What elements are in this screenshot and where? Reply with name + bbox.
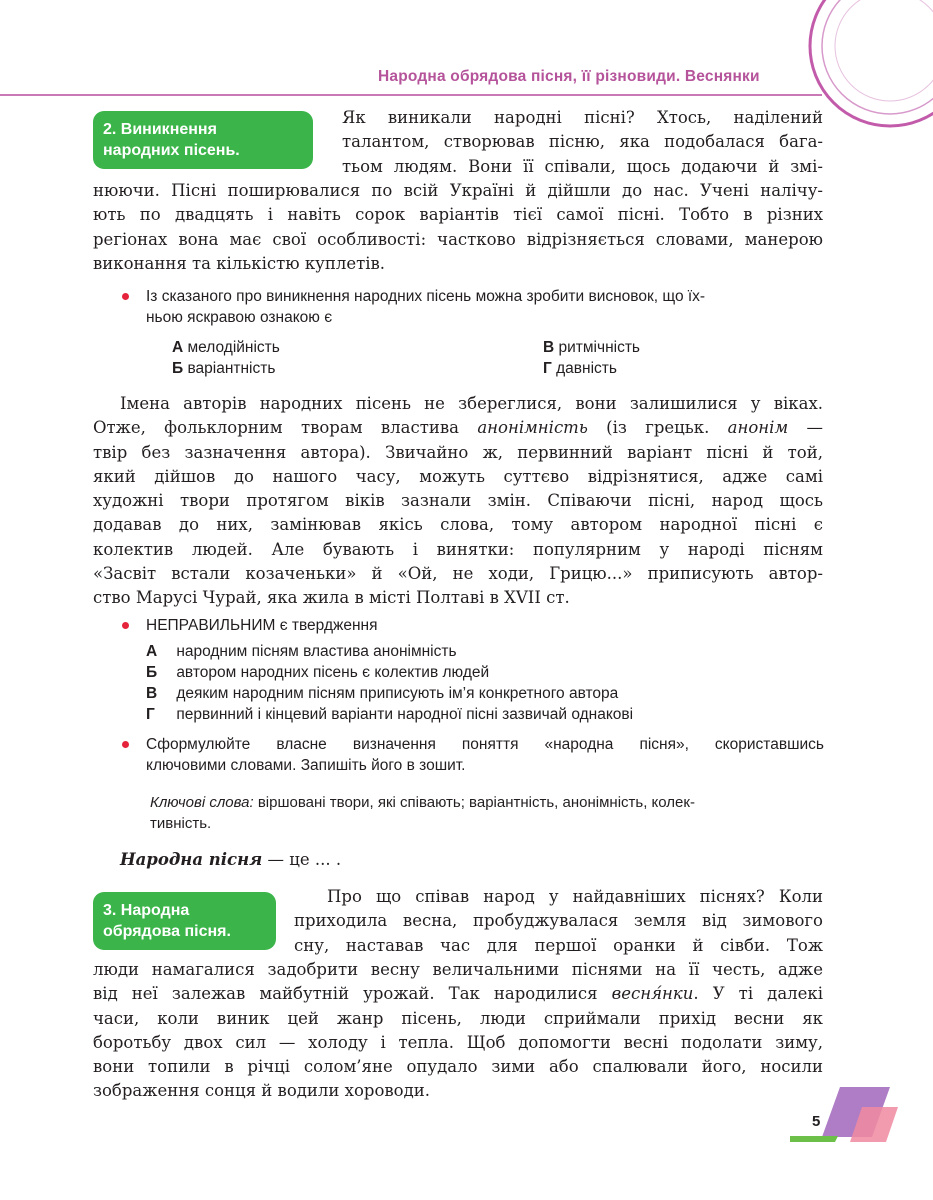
header-rule xyxy=(0,94,822,96)
text-line: сну, наставав час для першої оранки й сівби. Тож xyxy=(294,935,823,955)
running-header-title: Народна обрядова пісня, її різновиди. Веснянки xyxy=(378,68,760,85)
option-g xyxy=(543,358,640,379)
option-text: ритмічність xyxy=(558,339,640,356)
text-line xyxy=(294,885,823,909)
term-anonymity: анонімність xyxy=(477,418,588,438)
option-b xyxy=(172,358,280,379)
text-line: художні твори протягом віків зазнали змін. Співаючи пісні, народ щось xyxy=(93,491,823,511)
section-2-text-top xyxy=(342,106,823,179)
option-text: автором народних пісень є колектив людей xyxy=(176,664,490,681)
keywords-text: віршовані твори, які співають; варіантність, анонімність, колек- xyxy=(253,794,695,811)
bullet-dot-icon xyxy=(122,293,129,300)
section-2-badge-line1: 2. Виникнення xyxy=(103,121,217,138)
text-line: «Засвіт встали козаченьки» й «Ой, не ходи, Грицю...» приписують автор- xyxy=(93,564,823,584)
text-line: який дійшов до нашого часу, можуть суттєво відрізнятися, адже самі xyxy=(93,466,823,486)
task-3-line1: Сформулюйте власне визначення поняття «народна пісня», скориставшись xyxy=(146,736,824,753)
keywords-label: Ключові слова: xyxy=(150,794,254,811)
text-fragment: — xyxy=(788,418,823,438)
option-letter: В xyxy=(146,685,158,702)
text-fragment: Імена авторів народних пісень не збереглися, вони залишилися у віках. xyxy=(120,394,823,413)
definition-line xyxy=(120,848,520,872)
text-line: нюючи. Пісні поширювалися по всій Україні й дійшли до нас. Учені налічу- xyxy=(93,181,823,200)
option-v xyxy=(543,337,640,358)
term-anonym: анонім xyxy=(727,418,789,438)
text-line: боротьбу двох сил — холоду і тепла. Щоб допомогти весні подолати зиму, xyxy=(93,1032,823,1052)
text-line xyxy=(93,416,823,440)
bullet-dot-icon xyxy=(122,741,129,748)
option-text: деяким народним пісням приписують ім’я конкретного автора xyxy=(176,685,619,702)
option-g xyxy=(146,704,633,725)
term-vesnianky: весня́нки xyxy=(611,984,694,1004)
text-line: регіонах вона має свої особливості: частково відрізняється словами, манерою xyxy=(93,229,823,249)
footer-decoration xyxy=(790,1082,900,1152)
text-line: люди намагалися задобрити весну величальними піснями на її честь, адже xyxy=(93,960,823,979)
text-line: твір без зазначення автора). Звичайно ж, первинний варіант пісні й той, xyxy=(93,442,823,462)
option-text: первинний і кінцевий варіанти народної пісні зазвичай однакові xyxy=(176,706,634,723)
task-2-options xyxy=(146,641,633,725)
text-line: талантом, створював пісню, яка подобалася бага- xyxy=(342,132,823,152)
text-fragment: від неї залежав майбутній урожай. Так народилися xyxy=(93,984,612,1004)
text-line: виконання та кількістю куплетів. xyxy=(93,253,386,273)
text-fragment: Про що співав народ у найдавніших піснях? Коли xyxy=(327,887,823,906)
text-fragment: Отже, фольклорним творам властива xyxy=(93,418,478,438)
text-line xyxy=(93,982,823,1006)
option-letter: Г xyxy=(543,360,552,377)
section-2-text-bottom xyxy=(93,179,823,276)
option-letter: А xyxy=(146,643,158,660)
text-line: ство Марусі Чурай, яка жила в місті Полтаві в XVII ст. xyxy=(93,588,570,608)
option-a xyxy=(172,337,280,358)
option-b xyxy=(146,662,633,683)
option-a xyxy=(146,641,633,662)
text-fragment: . У ті далекі xyxy=(693,984,823,1004)
section-2-badge-line2: народних пісень. xyxy=(103,142,240,159)
text-line: вони топили в річці солом’яне опудало зими або спалювали його, носили xyxy=(93,1057,823,1077)
task-3-keywords xyxy=(150,792,826,834)
section-3-badge-line1: 3. Народна xyxy=(103,902,190,919)
task-1 xyxy=(146,286,826,328)
definition-term: Народна пісня xyxy=(120,850,263,869)
option-text: давність xyxy=(556,360,617,377)
keywords-line1 xyxy=(150,792,826,813)
section-3-badge xyxy=(93,892,276,950)
task-1-line1: Із сказаного про виникнення народних пісень можна зробити висновок, що їх- xyxy=(146,288,706,305)
task-2 xyxy=(146,615,826,636)
task-1-options-right xyxy=(543,337,640,379)
option-text: мелодійність xyxy=(187,339,280,356)
task-3-line2: ключовими словами. Запишіть його в зошит. xyxy=(146,757,466,774)
task-1-line2: ньою яскравою ознакою є xyxy=(146,309,333,326)
text-line: тьом людям. Вони її співали, щось додаючи й змі- xyxy=(342,156,823,176)
section-3-text-top xyxy=(294,885,823,958)
option-letter: Б xyxy=(146,664,158,681)
section-3-text-bottom xyxy=(93,958,823,1104)
text-fragment: (із грецьк. xyxy=(587,418,728,438)
task-2-question: НЕПРАВИЛЬНИМ є твердження xyxy=(146,617,378,634)
bullet-dot-icon xyxy=(122,622,129,629)
option-letter: В xyxy=(543,339,555,356)
page-number: 5 xyxy=(812,1113,821,1130)
section-2-badge xyxy=(93,111,313,169)
task-3 xyxy=(146,734,824,776)
text-line: приходила весна, пробуджувалася земля від зимового xyxy=(294,911,823,931)
keywords-line2: тивність. xyxy=(150,815,212,832)
option-letter: Б xyxy=(172,360,184,377)
text-line: ють по двадцять і навіть сорок варіантів тієї самої пісні. Тобто в різних xyxy=(93,205,823,225)
option-text: народним пісням властива анонімність xyxy=(176,643,457,660)
option-v xyxy=(146,683,633,704)
paragraph-anonymity xyxy=(93,392,823,611)
option-text: варіантність xyxy=(187,360,276,377)
option-letter: Г xyxy=(146,706,155,723)
option-letter: А xyxy=(172,339,184,356)
text-line xyxy=(93,392,823,416)
section-3-badge-line2: обрядова пісня. xyxy=(103,923,231,940)
text-line: зображення сонця й водили хороводи. xyxy=(93,1081,431,1101)
text-line: Як виникали народні пісні? Хтось, наділений xyxy=(342,108,823,127)
task-1-options-left xyxy=(172,337,280,379)
text-line: колектив людей. Але бувають і винятки: популярним у народі пісням xyxy=(93,539,823,559)
definition-rest: — це ... . xyxy=(262,850,342,869)
text-line: додавав до них, замінював якісь слова, тому автором народної пісні є xyxy=(93,515,823,535)
text-line: часи, коли виник цей жанр пісень, люди сприймали прихід весни як xyxy=(93,1008,823,1028)
